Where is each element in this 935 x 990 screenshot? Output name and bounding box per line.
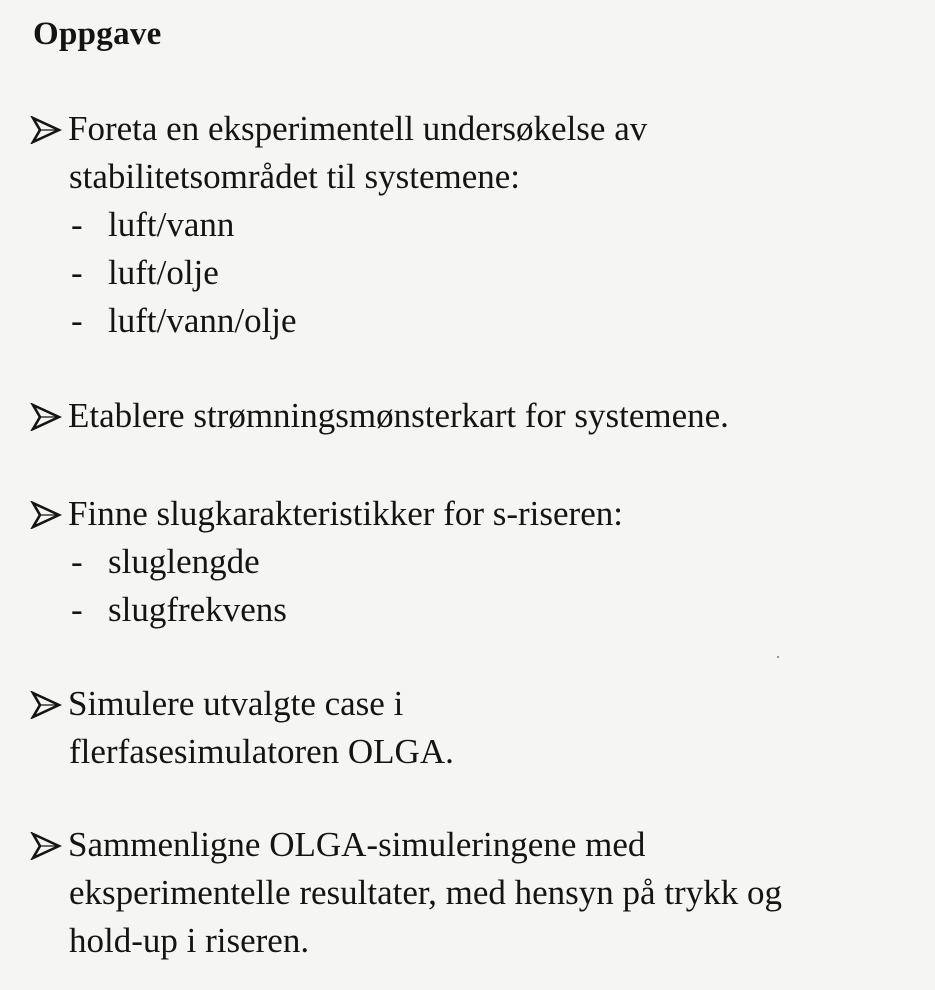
sub-item-text: sluglengde — [108, 542, 260, 581]
item-text: eksperimentelle resultater, med hensyn på trykk og — [69, 873, 782, 912]
sub-item — [30, 201, 930, 249]
dash-marker: - — [71, 590, 83, 629]
sub-item — [30, 249, 930, 297]
scan-speck — [777, 656, 779, 658]
sub-item-text: luft/olje — [108, 253, 219, 292]
sub-item — [30, 297, 930, 345]
dash-marker: - — [71, 205, 83, 244]
page-title: Oppgave — [33, 16, 162, 52]
item-text: hold-up i riseren. — [69, 921, 310, 960]
sub-item — [30, 538, 930, 586]
arrow-bullet-icon — [30, 494, 68, 524]
list-item — [30, 680, 930, 776]
list-item — [30, 392, 930, 440]
list-item — [30, 821, 930, 965]
list-item — [30, 490, 930, 634]
item-text: Etablere strømningsmønsterkart for systemene. — [68, 396, 729, 435]
sub-item — [30, 586, 930, 634]
sub-item-text: slugfrekvens — [108, 590, 287, 629]
arrow-bullet-icon — [30, 825, 68, 855]
dash-marker: - — [71, 253, 83, 292]
dash-marker: - — [71, 542, 83, 581]
sub-item-text: luft/vann — [108, 205, 235, 244]
item-text: Foreta en eksperimentell undersøkelse av — [68, 109, 648, 148]
list-item — [30, 105, 930, 345]
item-text: stabilitetsområdet til systemene: — [69, 157, 521, 196]
item-text: flerfasesimulatoren OLGA. — [69, 732, 454, 771]
arrow-bullet-icon — [30, 684, 68, 714]
item-text: Finne slugkarakteristikker for s-riseren: — [68, 494, 623, 533]
item-text: Sammenligne OLGA-simuleringene med — [68, 825, 646, 864]
sub-item-text: luft/vann/olje — [108, 301, 297, 340]
arrow-bullet-icon — [30, 396, 68, 426]
item-text: Simulere utvalgte case i — [68, 684, 404, 723]
arrow-bullet-icon — [30, 109, 68, 139]
dash-marker: - — [71, 301, 83, 340]
